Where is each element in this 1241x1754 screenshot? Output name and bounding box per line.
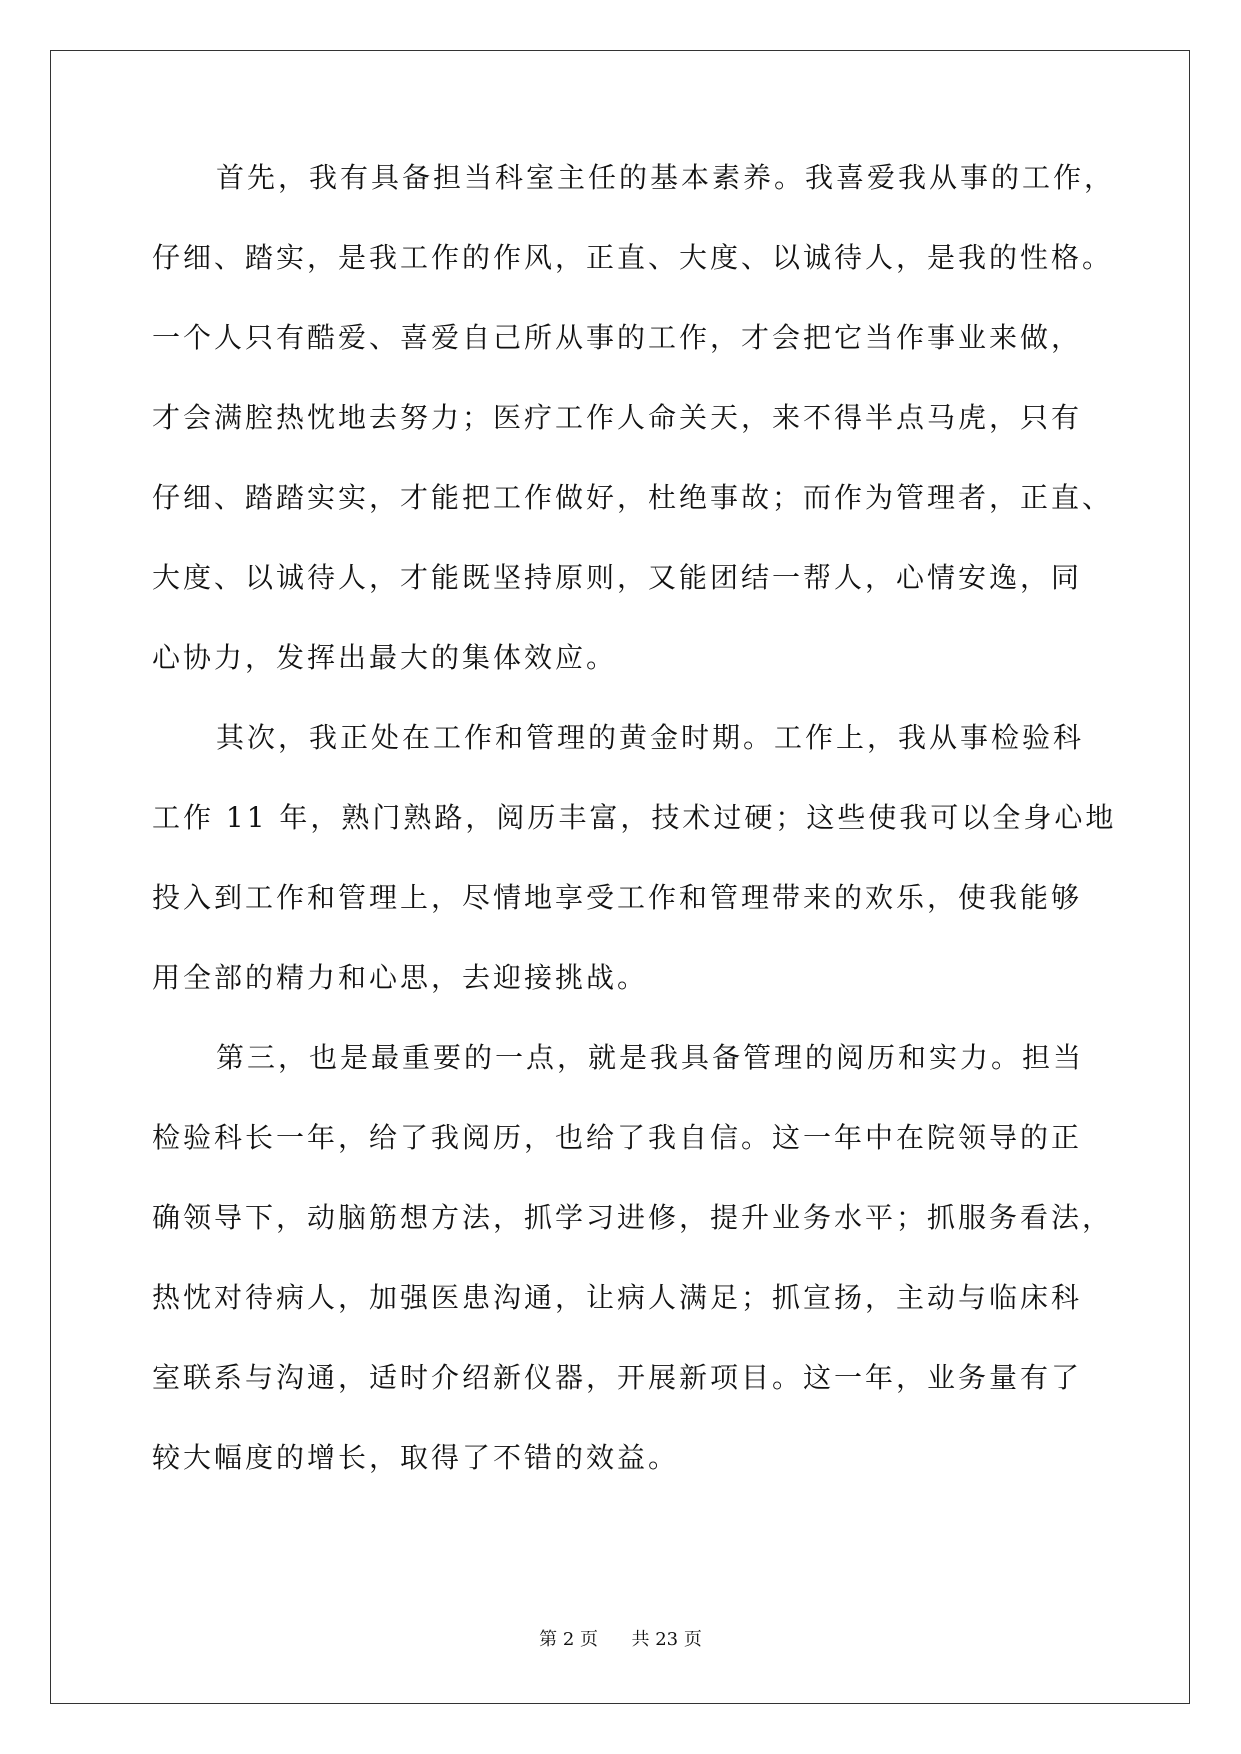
paragraph-line: 投入到工作和管理上，尽情地享受工作和管理带来的欢乐，使我能够 (152, 881, 1083, 914)
paragraph-line: 仔细、踏实，是我工作的作风，正直、大度、以诚待人，是我的性格。 (152, 241, 1114, 274)
paragraph-line: 仔细、踏踏实实，才能把工作做好，杜绝事故；而作为管理者，正直、 (152, 481, 1114, 514)
paragraph-line: 心协力，发挥出最大的集体效应。 (152, 641, 618, 674)
page-footer (0, 1628, 1241, 1652)
paragraph-line: 大度、以诚待人，才能既坚持原则，又能团结一帮人，心情安逸，同 (152, 561, 1083, 594)
paragraph-line: 才会满腔热忱地去努力；医疗工作人命关天，来不得半点马虎，只有 (152, 401, 1083, 434)
paragraph-line: 较大幅度的增长，取得了不错的效益。 (152, 1441, 680, 1474)
paragraph-line: 热忱对待病人，加强医患沟通，让病人满足；抓宣扬，主动与临床科 (152, 1281, 1083, 1314)
page-total: 共 23 页 (631, 1629, 702, 1650)
paragraph-line: 其次，我正处在工作和管理的黄金时期。工作上，我从事检验科 (216, 721, 1085, 754)
paragraph-line: 室联系与沟通，适时介绍新仪器，开展新项目。这一年，业务量有了 (152, 1361, 1083, 1394)
paragraph-line: 一个人只有酷爱、喜爱自己所从事的工作，才会把它当作事业来做， (152, 321, 1083, 354)
paragraph-line: 检验科长一年，给了我阅历，也给了我自信。这一年中在院领导的正 (152, 1121, 1083, 1154)
paragraph-line: 确领导下，动脑筋想方法，抓学习进修，提升业务水平；抓服务看法， (152, 1201, 1114, 1234)
paragraph-line: 首先，我有具备担当科室主任的基本素养。我喜爱我从事的工作， (216, 161, 1116, 194)
paragraph-line: 第三，也是最重要的一点，就是我具备管理的阅历和实力。担当 (216, 1041, 1085, 1074)
page-number: 第 2 页 (539, 1629, 599, 1650)
paragraph-line: 用全部的精力和心思，去迎接挑战。 (152, 961, 649, 994)
paragraph-line: 工作 11 年，熟门熟路，阅历丰富，技术过硬；这些使我可以全身心地 (152, 801, 1117, 834)
